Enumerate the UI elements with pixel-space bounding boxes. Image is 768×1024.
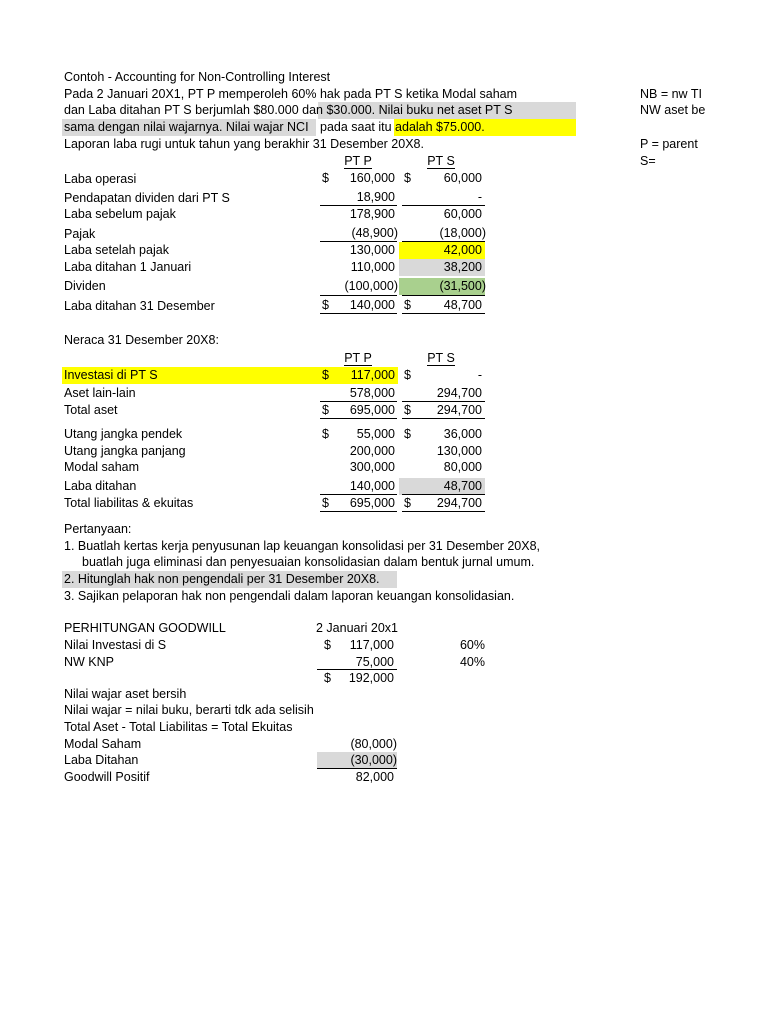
- row-label: Laba sebelum pajak: [64, 207, 176, 221]
- underline: [320, 241, 397, 242]
- income-col-p: PT P: [344, 154, 372, 168]
- question-3: 3. Sajikan pelaporan hak non pengendali dalam laporan keuangan konsolidasian.: [64, 589, 515, 603]
- row-label: Investasi di PT S: [64, 368, 158, 382]
- page-title: Contoh - Accounting for Non-Controlling Interest: [64, 70, 331, 84]
- goodwill-gw-label: Goodwill Positif: [64, 770, 150, 784]
- row-label: Utang jangka pendek: [64, 427, 183, 441]
- underline: [317, 768, 397, 769]
- row-label: Laba ditahan: [64, 479, 137, 493]
- value-p: 140,000: [349, 479, 395, 493]
- value-p: 130,000: [349, 243, 395, 257]
- intro-line3a: sama dengan nilai wajarnya. Nilai wajar NCI: [64, 120, 309, 134]
- value-p: 140,000: [349, 298, 395, 312]
- value-s: 48,700: [443, 298, 482, 312]
- value-p: 695,000: [349, 403, 395, 417]
- currency-sign: $: [322, 427, 329, 441]
- goodwill-inv-pct: 60%: [459, 638, 485, 652]
- value-p: 178,900: [349, 207, 395, 221]
- value-s: (31,500): [439, 279, 486, 293]
- row-label: Total liabilitas & ekuitas: [64, 496, 194, 510]
- goodwill-laba-label: Laba Ditahan: [64, 753, 139, 767]
- value-p: 578,000: [349, 386, 395, 400]
- value-s: 60,000: [443, 207, 482, 221]
- goodwill-note2: Nilai wajar = nilai buku, berarti tdk ada selisih: [64, 703, 314, 717]
- currency-sign: $: [404, 298, 411, 312]
- note-s: S=: [640, 154, 656, 168]
- income-col-s: PT S: [427, 154, 455, 168]
- note-nb: NB = nw TI: [640, 87, 702, 101]
- goodwill-total-value: 192,000: [348, 671, 394, 685]
- underline: [402, 295, 485, 296]
- value-s: 36,000: [443, 427, 482, 441]
- currency-sign: $: [322, 496, 329, 510]
- goodwill-inv-label: Nilai Investasi di S: [64, 638, 167, 652]
- value-p: (48,900): [351, 226, 398, 240]
- value-p: 117,000: [350, 368, 395, 382]
- value-p: 18,900: [356, 190, 395, 204]
- row-label: Laba setelah pajak: [64, 243, 169, 257]
- row-label: Total aset: [64, 403, 118, 417]
- currency-sign: $: [404, 496, 411, 510]
- underline: [402, 401, 485, 402]
- underline: [402, 241, 485, 242]
- row-label: Pendapatan dividen dari PT S: [64, 191, 230, 205]
- row-label: Utang jangka panjang: [64, 444, 186, 458]
- currency-sign: $: [324, 638, 331, 652]
- underline: [402, 418, 485, 419]
- intro-line3c: dalah $75.000.: [402, 120, 485, 134]
- underline: [402, 205, 485, 206]
- underline: [317, 669, 397, 670]
- currency-sign: $: [404, 403, 411, 417]
- value-p: 160,000: [349, 171, 395, 185]
- value-s: (18,000): [439, 226, 486, 240]
- value-s: 42,000: [443, 243, 482, 257]
- value-s: 294,700: [436, 496, 482, 510]
- row-label: Pajak: [64, 227, 96, 241]
- goodwill-note1: Nilai wajar aset bersih: [64, 687, 187, 701]
- intro-line2: dan Laba ditahan PT S berjumlah $80.000 dan $30.000. Nilai buku net aset PT S: [64, 103, 513, 117]
- goodwill-laba-value: (30,000): [350, 753, 397, 767]
- value-s: -: [477, 368, 482, 382]
- value-p: 300,000: [349, 460, 395, 474]
- underline: [320, 494, 397, 495]
- value-p: (100,000): [344, 279, 398, 293]
- value-s: -: [477, 190, 482, 204]
- value-s: 38,200: [443, 260, 482, 274]
- underline: [320, 401, 397, 402]
- goodwill-title: PERHITUNGAN GOODWILL: [64, 621, 226, 635]
- note-nw: NW aset be: [640, 103, 706, 117]
- value-s: 130,000: [436, 444, 482, 458]
- goodwill-date: 2 Januari 20x1: [316, 621, 399, 635]
- underline: [320, 295, 397, 296]
- row-label: Modal saham: [64, 460, 140, 474]
- balance-title: Neraca 31 Desember 20X8:: [64, 333, 219, 347]
- value-s: 294,700: [436, 403, 482, 417]
- currency-sign: $: [324, 671, 331, 685]
- underline: [402, 494, 485, 495]
- underline: [320, 205, 397, 206]
- balance-col-s: PT S: [427, 351, 455, 365]
- goodwill-nci-value: 75,000: [355, 655, 394, 669]
- underline: [320, 418, 397, 419]
- row-label: Laba ditahan 1 Januari: [64, 260, 192, 274]
- value-s: 294,700: [436, 386, 482, 400]
- currency-sign: $: [322, 403, 329, 417]
- row-label: Aset lain-lain: [64, 386, 136, 400]
- currency-sign: $: [404, 368, 411, 382]
- value-s: 60,000: [443, 171, 482, 185]
- question-1b: buatlah juga eliminasi dan penyesuaian konsolidasian dalam bentuk jurnal umum.: [82, 555, 535, 569]
- underline: [320, 511, 397, 512]
- goodwill-modal-label: Modal Saham: [64, 737, 142, 751]
- currency-sign: $: [322, 298, 329, 312]
- goodwill-inv-value: 117,000: [349, 638, 394, 652]
- currency-sign: $: [404, 171, 411, 185]
- note-p: P = parent: [640, 137, 698, 151]
- intro-line1: Pada 2 Januari 20X1, PT P memperoleh 60% hak pada PT S ketika Modal saham: [64, 87, 518, 101]
- underline: [320, 313, 397, 314]
- currency-sign: $: [404, 427, 411, 441]
- goodwill-note3: Total Aset - Total Liabilitas = Total Ekuitas: [64, 720, 293, 734]
- question-1: 1. Buatlah kertas kerja penyusunan lap keuangan konsolidasi per 31 Desember 20X8,: [64, 539, 541, 553]
- currency-sign: $: [322, 171, 329, 185]
- row-label: Laba ditahan 31 Desember: [64, 299, 215, 313]
- goodwill-nci-pct: 40%: [459, 655, 485, 669]
- balance-col-p: PT P: [344, 351, 372, 365]
- intro-line4: Laporan laba rugi untuk tahun yang berakhir 31 Desember 20X8.: [64, 137, 424, 151]
- value-p: 200,000: [349, 444, 395, 458]
- row-label: Dividen: [64, 279, 106, 293]
- value-p: 110,000: [350, 260, 395, 274]
- intro-line3b: pada saat itu a: [320, 120, 403, 134]
- underline: [402, 313, 485, 314]
- value-s: 80,000: [443, 460, 482, 474]
- row-label: Laba operasi: [64, 172, 137, 186]
- value-s: 48,700: [443, 479, 482, 493]
- questions-title: Pertanyaan:: [64, 522, 132, 536]
- underline: [402, 511, 485, 512]
- goodwill-nci-label: NW KNP: [64, 655, 114, 669]
- value-p: 55,000: [356, 427, 395, 441]
- goodwill-gw-value: 82,000: [355, 770, 394, 784]
- question-2: 2. Hitunglah hak non pengendali per 31 Desember 20X8.: [64, 572, 380, 586]
- goodwill-modal-value: (80,000): [350, 737, 397, 751]
- currency-sign: $: [322, 368, 329, 382]
- value-p: 695,000: [349, 496, 395, 510]
